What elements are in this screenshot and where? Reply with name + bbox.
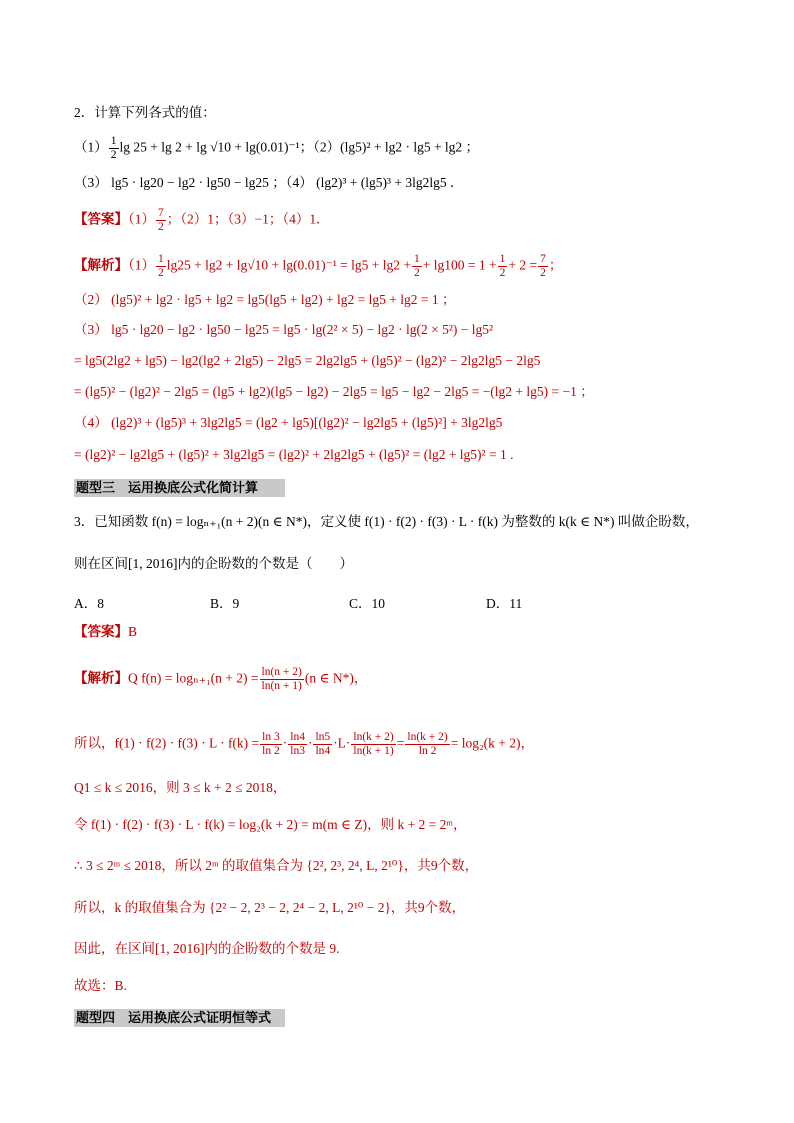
frac-num: ln(n + 2) <box>261 666 302 678</box>
q2-row1-b: (lg5)² + lg2 · lg5 + lg2 ； <box>340 139 480 155</box>
q2-analysis-4b: = (lg2)² − lg2lg5 + (lg5)² + 3lg2lg5 = (lg2)² + 2lg2lg5 + (lg5)² = (lg2 + lg5)² = 1 . <box>74 447 514 462</box>
frac-den: 2 <box>158 221 164 233</box>
q3-stem-2: 则在区间[1, 2016]内的企盼数的个数是（ ） <box>74 556 353 571</box>
frac-ln4-ln3 <box>288 731 307 758</box>
frac-num: ln(k + 2) <box>353 731 394 743</box>
q3-analysis-8: 故选：B. <box>74 978 127 993</box>
answer-rest: ；（2）1；（3）−1；（4）1． <box>166 211 330 227</box>
q2-row1-half <box>109 135 119 162</box>
q2-row1 <box>74 135 479 162</box>
frac-num: 7 <box>158 207 164 219</box>
q3-answer <box>74 622 137 642</box>
frac-num: ln(k + 2) <box>407 731 448 743</box>
q2-analysis-4: （4） (lg2)³ + (lg5)³ + 3lg2lg5 = (lg2 + lg5)[(lg2)² − lg2lg5 + (lg5)²] + 3lg2lg5 <box>74 415 503 430</box>
a1-half-2 <box>412 253 422 280</box>
q2-row2: （3） lg5 · lg20 − lg2 · lg50 − lg25 ；（4） (lg2)³ + (lg5)³ + 3lg2lg5 ． <box>74 175 464 190</box>
q2-answer <box>74 207 330 234</box>
a1-half <box>156 253 166 280</box>
frac-den: 2 <box>110 149 117 161</box>
section-header-3: 题型三 运用换底公式化简计算 <box>74 479 285 497</box>
s1-pre: Q f(n) = logₙ₊₁(n + 2) = <box>128 670 259 686</box>
answer-tag: 【答案】 <box>74 211 128 227</box>
q3-analysis-3: Q1 ≤ k ≤ 2016，则 3 ≤ k + 2 ≤ 2018， <box>74 780 287 795</box>
section-header-4: 题型四 运用换底公式证明恒等式 <box>74 1009 285 1027</box>
frac-den: 2 <box>540 267 546 279</box>
q3-option-b: B．9 <box>210 596 240 611</box>
q3-analysis-6: 所以，k 的取值集合为 {2² − 2, 2³ − 2, 2⁴ − 2, L, 2¹⁰ − 2}，共9个数， <box>74 900 466 915</box>
frac-num: ln4 <box>290 731 305 743</box>
q3-option-c: C．10 <box>349 596 386 611</box>
frac-den: ln4 <box>315 745 331 757</box>
s2-post: = log₂(k + 2)， <box>450 735 535 751</box>
analysis-tag: 【解析】 <box>74 670 128 686</box>
q2-analysis-2: （2） (lg5)² + lg2 · lg5 + lg2 = lg5(lg5 + lg2) + lg2 = lg5 + lg2 = 1 ； <box>74 292 456 307</box>
frac-num: ln 3 <box>262 731 280 743</box>
q2-analysis-3c: = (lg5)² − (lg2)² − 2lg5 = (lg5 + lg2)(lg5 − lg2) − 2lg5 = lg5 − lg2 − 2lg5 = −(lg2 + lg5) = −1 ； <box>74 384 594 399</box>
q2-analysis-1 <box>74 253 562 280</box>
a1-prefix: （1） <box>128 257 155 273</box>
a1-mid: lg25 + lg2 + lg√10 + lg(0.01)⁻¹ = lg5 + lg2 + <box>166 257 412 273</box>
analysis-tag: 【解析】 <box>74 257 128 273</box>
s2-pre: 所以，f(1) · f(2) · f(3) · L · f(k) = <box>74 735 260 751</box>
q3-option-d: D．11 <box>486 596 523 611</box>
frac-num: 1 <box>158 253 164 265</box>
frac-num: ln5 <box>315 731 331 743</box>
frac-ln3-ln2 <box>260 731 282 758</box>
q2-analysis-3b: = lg5(2lg2 + lg5) − lg2(lg2 + 2lg5) − 2lg5 = 2lg2lg5 + (lg5)² − (lg2)² − 2lg2lg5 − 2lg5 <box>74 353 541 368</box>
frac-den: ln(k + 1) <box>353 745 394 757</box>
frac-den: 2 <box>499 267 506 279</box>
frac-num: 1 <box>414 253 420 265</box>
q3-analysis-2: 所以，f(1) · f(2) · f(3) · L · f(k) = $\frac{\ln 3}{\ln 2}$ · $\frac{\ln 4}{\ln 3}$ · $\frac{\ln 5}{\ln 4}$ ·L· $\frac{\ln(k + 2)}{\ln(k + 1)}$ = $\frac{\ln(k + 2)}{\ln 2}$ = log₂(k + 2)， <box>74 731 535 757</box>
a1-tail: ； <box>548 257 563 273</box>
answer-value: B <box>128 624 138 639</box>
answer-fraction <box>156 207 166 234</box>
a1-mid2: + lg100 = 1 + <box>422 257 497 273</box>
a1-half-3 <box>498 253 508 280</box>
frac-num: 1 <box>110 135 117 147</box>
frac-den: ln 2 <box>418 745 437 757</box>
q3-analysis-4: 令 f(1) · f(2) · f(3) · L · f(k) = log₂(k + 2) = m(m ∈ Z)，则 k + 2 = 2ᵐ， <box>74 817 467 832</box>
q3-analysis-1 <box>74 666 367 693</box>
frac-num: 7 <box>540 253 546 265</box>
q2-title: 2．计算下列各式的值： <box>74 105 216 120</box>
q3-analysis-5: ∴ 3 ≤ 2ᵐ ≤ 2018，所以 2ᵐ 的取值集合为 {2², 2³, 2⁴, L, 2¹⁰}，共9个数， <box>74 858 479 873</box>
q2-row1-expr: lg 25 + lg 2 + lg √10 + lg(0.01)⁻¹ <box>119 139 300 155</box>
q2-row1-label: （1） <box>74 139 108 155</box>
q3-stem-1: 3．已知函数 f(n) = logₙ₊₁(n + 2)(n ∈ N*)，定义使 f(1) · f(2) · f(3) · L · f(k) 为整数的 k(k ∈ N*) 叫做企盼数， <box>74 514 699 529</box>
frac-den: ln 2 <box>262 745 280 757</box>
frac-den: 2 <box>158 267 164 279</box>
q2-row1-sep: ；（2） <box>299 139 341 155</box>
answer-tag: 【答案】 <box>74 624 128 639</box>
q3-option-a: A．8 <box>74 596 104 611</box>
s2-eq: = <box>396 735 405 751</box>
s1-fraction <box>260 666 304 693</box>
a1-end: + 2 = <box>508 257 538 273</box>
q3-analysis-7: 因此，在区间[1, 2016]内的企盼数的个数是 9. <box>74 941 340 956</box>
answer-1: （1） <box>128 211 155 227</box>
frac-ln5-ln4 <box>313 731 332 758</box>
a1-result <box>538 253 548 280</box>
frac-den: ln3 <box>290 745 305 757</box>
frac-num: 1 <box>499 253 506 265</box>
frac-den: 2 <box>414 267 420 279</box>
q2-analysis-3: （3） lg5 · lg20 − lg2 · lg50 − lg25 = lg5 · lg(2² × 5) − lg2 · lg(2 × 5²) − lg5² <box>74 322 494 337</box>
s1-post: (n ∈ N*)， <box>304 670 368 686</box>
s2-dot: ·L· <box>333 735 351 751</box>
frac-k2-k1 <box>351 731 395 758</box>
frac-den: ln(n + 1) <box>261 680 302 692</box>
frac-k2-ln2 <box>405 731 449 758</box>
